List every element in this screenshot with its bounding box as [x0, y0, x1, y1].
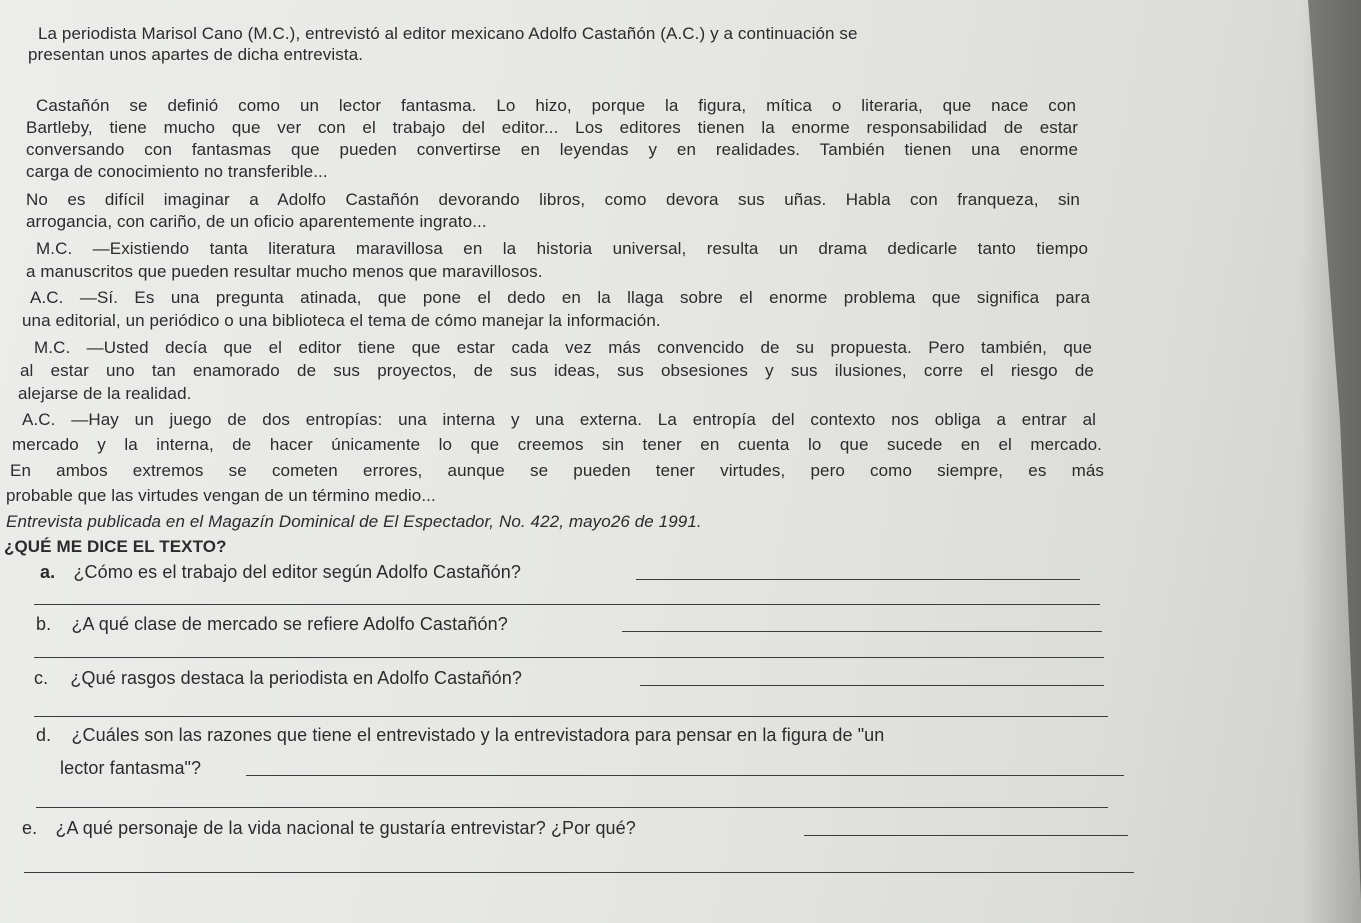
- intro-line-1: La periodista Marisol Cano (M.C.), entrevistó al editor mexicano Adolfo Castañón (A.C.) y a continuación se: [38, 24, 858, 43]
- answer-blank-c-2[interactable]: [34, 716, 1108, 717]
- section-title: ¿QUÉ ME DICE EL TEXTO?: [4, 537, 227, 556]
- body-line-16: En ambos extremos se cometen errores, aunque se pueden tener virtudes, pero como siempre, es más: [10, 461, 1104, 480]
- question-b-text: ¿A qué clase de mercado se refiere Adolfo Castañón?: [71, 614, 508, 634]
- body-line-10: una editorial, un periódico o una biblioteca el tema de cómo manejar la información.: [22, 311, 661, 330]
- question-e-text: ¿A qué personaje de la vida nacional te gustaría entrevistar? ¿Por qué?: [55, 818, 636, 838]
- body-line-4: carga de conocimiento no transferible...: [26, 162, 328, 181]
- body-line-7: M.C. —Existiendo tanta literatura maravillosa en la historia universal, resulta un drama dedicarle tanto tiempo: [36, 239, 1088, 258]
- answer-blank-a-1[interactable]: [636, 579, 1080, 580]
- body-line-12: al estar uno tan enamorado de sus proyectos, de sus ideas, sus obsesiones y sus ilusiones, corre el riesgo de: [20, 361, 1094, 380]
- body-line-9: A.C. —Sí. Es una pregunta atinada, que pone el dedo en la llaga sobre el enorme problema que significa para: [30, 288, 1090, 307]
- body-line-5: No es difícil imaginar a Adolfo Castañón devorando libros, como devora sus uñas. Habla con franqueza, sin: [26, 190, 1080, 209]
- question-c: [34, 668, 522, 688]
- body-line-15: mercado y la interna, de hacer únicamente lo que creemos sin tener en cuenta lo que sucede en el mercado.: [12, 435, 1102, 454]
- question-d-letter: d.: [36, 725, 52, 745]
- source-citation: Entrevista publicada en el Magazín Dominical de El Espectador, No. 422, mayo26 de 1991.: [6, 512, 702, 531]
- intro-line-2: presentan unos apartes de dicha entrevista.: [28, 45, 364, 64]
- question-a-letter: a.: [40, 562, 56, 582]
- answer-blank-a-2[interactable]: [34, 604, 1100, 605]
- question-a-text: ¿Cómo es el trabajo del editor según Adolfo Castañón?: [73, 562, 522, 582]
- question-d-continued: lector fantasma"?: [60, 758, 202, 778]
- question-d: [36, 725, 884, 745]
- question-e: [22, 818, 636, 838]
- question-a: [40, 562, 521, 582]
- body-line-6: arrogancia, con cariño, de un oficio aparentemente ingrato...: [26, 212, 487, 231]
- body-line-1: Castañón se definió como un lector fantasma. Lo hizo, porque la figura, mítica o literaria, que nace con: [36, 96, 1076, 115]
- question-e-letter: e.: [22, 818, 38, 838]
- body-line-2: Bartleby, tiene mucho que ver con el trabajo del editor... Los editores tienen la enorme responsabilidad de estar: [26, 118, 1078, 137]
- answer-blank-e-2[interactable]: [24, 872, 1134, 873]
- answer-blank-e-1[interactable]: [804, 835, 1128, 836]
- body-line-17: probable que las virtudes vengan de un término medio...: [6, 486, 436, 505]
- answer-blank-d-1[interactable]: [246, 775, 1124, 776]
- answer-blank-d-2[interactable]: [36, 807, 1108, 808]
- question-c-text: ¿Qué rasgos destaca la periodista en Adolfo Castañón?: [70, 668, 523, 688]
- body-line-8: a manuscritos que pueden resultar mucho menos que maravillosos.: [26, 262, 543, 281]
- question-d-text: ¿Cuáles son las razones que tiene el entrevistado y la entrevistadora para pensar en la figura de "un: [71, 725, 885, 745]
- answer-blank-b-2[interactable]: [34, 657, 1104, 658]
- answer-blank-c-1[interactable]: [640, 685, 1104, 686]
- question-c-letter: c.: [34, 668, 49, 688]
- body-line-14: A.C. —Hay un juego de dos entropías: una interna y una externa. La entropía del contexto nos obliga a entrar al: [22, 410, 1096, 429]
- answer-blank-b-1[interactable]: [622, 631, 1102, 632]
- question-b: [36, 614, 508, 634]
- body-line-11: M.C. —Usted decía que el editor tiene que estar cada vez más convencido de su propuesta. Pero también, que: [34, 338, 1092, 357]
- body-line-3: conversando con fantasmas que pueden convertirse en leyendas y en realidades. También tienen una enorme: [26, 140, 1078, 159]
- body-line-13: alejarse de la realidad.: [18, 384, 192, 403]
- question-b-letter: b.: [36, 614, 52, 634]
